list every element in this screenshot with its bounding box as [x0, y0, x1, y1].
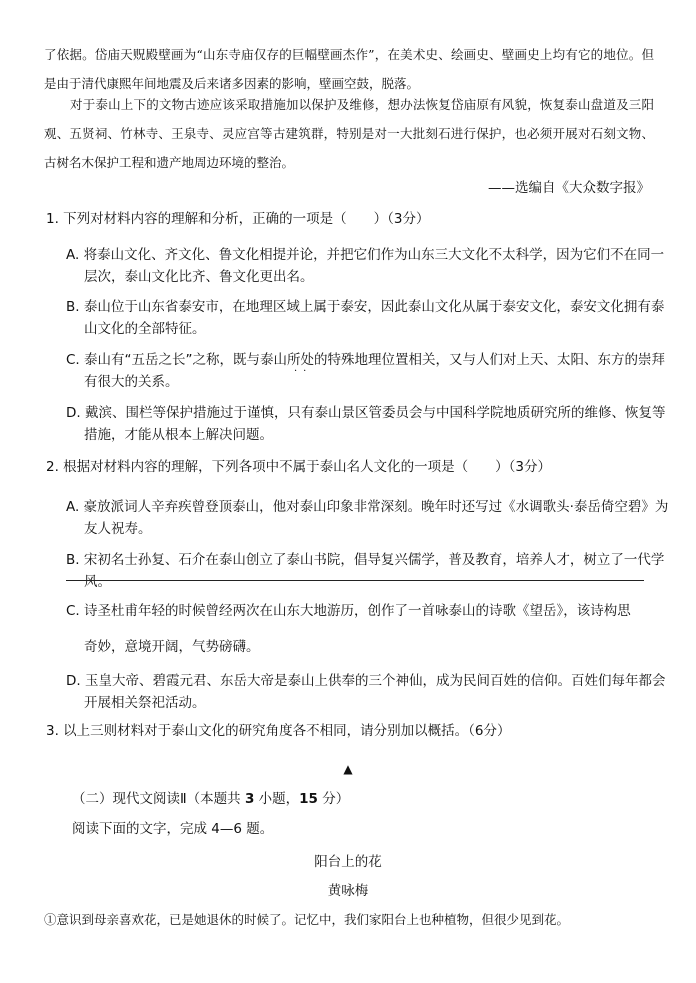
question-2-option-b: B. 宋初名士孙复、石介在泰山创立了泰山书院，倡导复兴儒学，普及教育，培养人才，树立了一代学风。 — [66, 552, 665, 590]
passage-source: ——选编自《大众数字报》 — [488, 180, 650, 196]
section-instruction: 阅读下面的文字，完成 4—6 题。 — [72, 821, 274, 837]
question-2-option-a: A. 豪放派词人辛弃疾曾登顶泰山，他对泰山印象非常深刻。晚年时还写过《水调歌头·泰岳倚空碧》为友人祝寿。 — [66, 499, 669, 537]
question-1-option-c: C. 泰山有“五岳之长”之称，既与泰山所处的特殊地理位置相关，又与人们对上天、太阳、东方的崇拜有很大的关系。 — [66, 352, 665, 390]
question-1-option-a: A. 将泰山文化、齐文化、鲁文化相提并论，并把它们作为山东三大文化不太科学，因为它们不在同一层次，泰山文化比齐、鲁文化更出名。 — [66, 247, 665, 285]
question-3-stem: 3. 以上三则材料对于泰山文化的研究角度各不相同，请分别加以概括。（6分） — [46, 723, 511, 739]
passage-paragraph-1: 了依据。岱庙天贶殿壁画为“山东寺庙仅存的巨幅壁画杰作”，在美术史、绘画史、壁画史上均有它的地位。但是由于清代康熙年间地震及后来诸多因素的影响，壁画空鼓，脱落。 — [44, 47, 654, 91]
question-1-option-d: D. 戴滨、围栏等保护措施过于谨慎，只有泰山景区管委员会与中国科学院地质研究所的维修、恢复等措施，才能从根本上解决问题。 — [66, 405, 666, 443]
strike-through-line — [66, 580, 644, 581]
question-2-option-d: D. 玉皇大帝、碧霞元君、东岳大帝是泰山上供奉的三个神仙，成为民间百姓的信仰。百姓们每年都会开展相关祭祀活动。 — [66, 673, 666, 711]
question-2-stem: 2. 根据对材料内容的理解，下列各项中不属于泰山名人文化的一项是（ ）（3分） — [46, 459, 552, 475]
question-2-option-c-line1: C. 诗圣杜甫年轻的时候曾经两次在山东大地游历，创作了一首咏泰山的诗歌《望岳》，该诗构思 — [66, 603, 631, 619]
section-heading: （二）现代文阅读Ⅱ（本题共 3 小题，15 分） — [72, 791, 350, 807]
question-1-option-b: B. 泰山位于山东省泰安市，在地理区域上属于泰安，因此泰山文化从属于泰安文化，泰安文化拥有泰山文化的全部特征。 — [66, 299, 665, 337]
essay-title: 阳台上的花 — [314, 854, 382, 870]
question-2-option-c-line2: 奇妙，意境开阔，气势磅礴。 — [84, 639, 260, 655]
essay-first-line: ①意识到母亲喜欢花，已是她退休的时候了。记忆中，我们家阳台上也种植物，但很少见到花。 — [44, 912, 570, 927]
essay-author: 黄咏梅 — [327, 883, 369, 899]
question-1-stem: 1. 下列对材料内容的理解和分析，正确的一项是（ ）（3分） — [46, 211, 430, 227]
emphasis-dots: ·· — [294, 366, 313, 377]
passage-paragraph-2: 对于泰山上下的文物古迹应该采取措施加以保护及维修，想办法恢复岱庙原有风貌，恢复泰山盘道及三阳观、五贤祠、竹林寺、王泉寺、灵应宫等古建筑群，特别是对一大批刻石进行保护，也必须开展对石刻文物、古树名木保护工程和遗产地周边环境的整治。 — [44, 97, 654, 170]
answer-marker: ▲ — [343, 762, 353, 776]
